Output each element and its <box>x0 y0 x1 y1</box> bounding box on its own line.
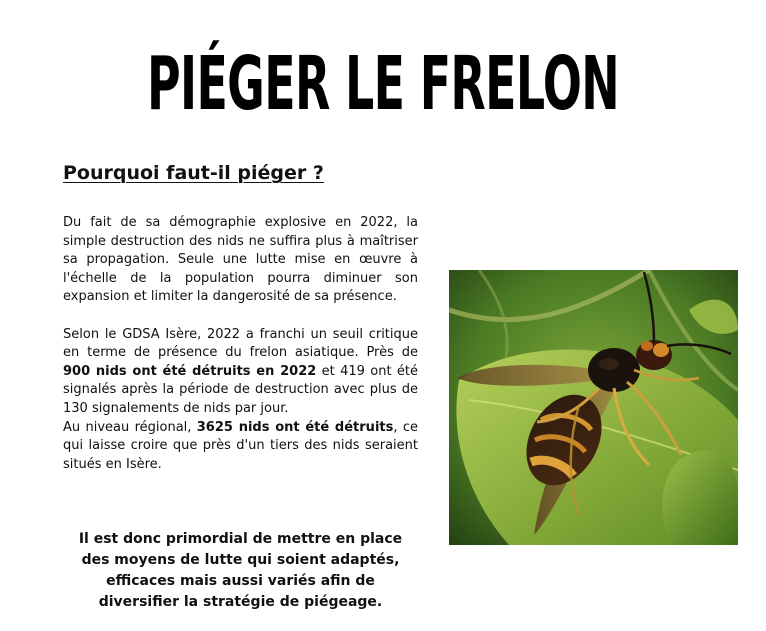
paragraph-regional <box>63 419 418 475</box>
paragraph-regional-highlight: 3625 nids ont été détruits <box>196 419 394 435</box>
section-heading: Pourquoi faut-il piéger ? <box>63 162 324 184</box>
paragraph-regional-text-2: , ce qui laisse croire que près d'un tiers des nids seraient situés en Isère. <box>63 419 418 472</box>
paragraph-gdsa <box>63 326 418 419</box>
hornet-photo-icon <box>449 270 738 545</box>
conclusion-line: Il est donc primordial de mettre en place <box>78 531 403 547</box>
paragraph-demographie: Du fait de sa démographie explosive en 2022, la simple destruction des nids ne suffira plus à maîtriser sa propagation. Seule une lutte mise en œuvre à l'échelle de la population pourra diminuer son expansion et limiter la dangerosité de sa présence. <box>63 215 418 305</box>
hornet-photo <box>449 270 738 545</box>
conclusion-line: efficaces mais aussi variés afin de <box>106 573 375 589</box>
page-title: PIÉGER LE FRELON <box>147 41 619 127</box>
body-text <box>63 214 418 474</box>
paragraph-regional-text-1: Au niveau régional, <box>63 419 197 435</box>
paragraph-gdsa-text-1: Selon le GDSA Isère, 2022 a franchi un seuil critique en terme de présence du frelon asiatique. Près de <box>63 326 418 361</box>
paragraph-gdsa-highlight: 900 nids ont été détruits en 2022 <box>63 363 317 379</box>
conclusion-line: des moyens de lutte qui soient adaptés, <box>81 552 400 568</box>
paragraph-gdsa-text-2: et 419 ont été signalés après la période de destruction avec plus de 130 signalements de nids par jour. <box>63 363 418 416</box>
conclusion-line: diversifier la stratégie de piégeage. <box>98 594 383 610</box>
conclusion-text <box>63 529 418 613</box>
